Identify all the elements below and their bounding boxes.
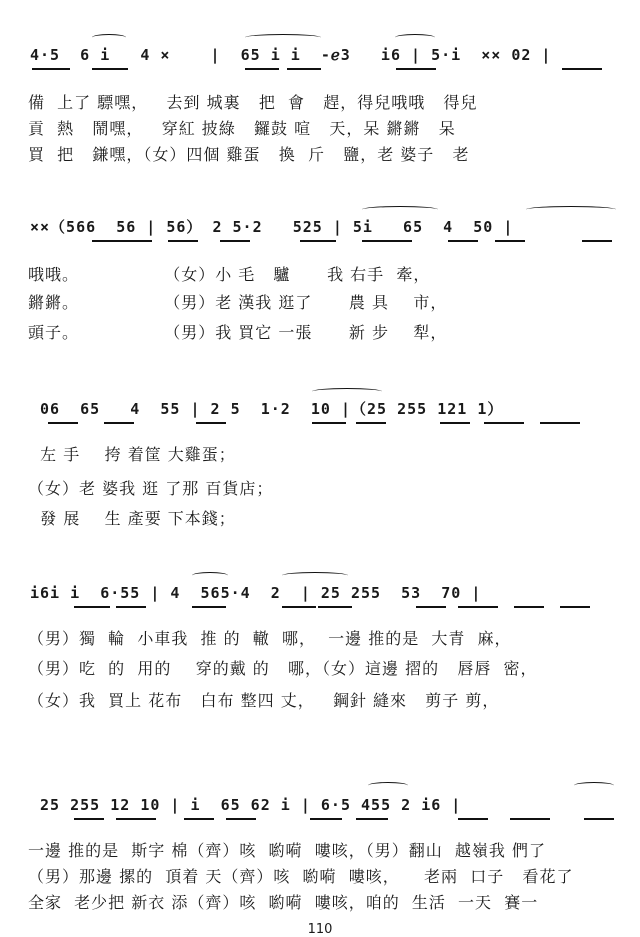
beam-underline: [48, 422, 78, 424]
beam-underline: [396, 68, 436, 70]
beam-underline: [458, 818, 488, 820]
beam-underline: [356, 818, 388, 820]
beam-underline: [312, 422, 346, 424]
jianpu-notation-line: 06 65 4 55 | 2 5 1·2 10 |（25 255 121 1）: [30, 400, 504, 418]
beam-underline: [32, 68, 70, 70]
lyric-line: 全家 老少把 新衣 添（齊）咳 喲嗬 嘍咳，咱的 生活 一天 賽一: [28, 893, 539, 912]
slur-mark: [574, 782, 614, 789]
jianpu-notation-line: 4·5 6 i 4 × | 65 i i -ℯ3 i6 | 5·i ×× 02 |: [30, 46, 552, 64]
beam-underline: [245, 68, 279, 70]
beam-underline: [282, 606, 316, 608]
beam-underline: [226, 818, 256, 820]
page-number: 110: [307, 922, 333, 937]
lyric-line: （女）我 買上 花布 白布 整四 丈， 鋼針 縫來 剪子 剪，: [28, 691, 500, 710]
lyric-line: （男）那邊 摞的 頂着 天（齊）咳 喲嗬 嘍咳， 老兩 口子 看花了: [28, 867, 574, 886]
jianpu-notation-line: 25 255 12 10 | i 65 62 i | 6·5 455 2 i6 |: [30, 796, 462, 814]
jianpu-notation-line: ××（566 56 | 56） 2 5·2 525 | 5i 65 4 50 |: [30, 218, 514, 236]
beam-underline: [582, 240, 612, 242]
beam-underline: [184, 818, 214, 820]
beam-underline: [318, 606, 352, 608]
lyric-line: 鏘鏘。 （男）老 漢我 逛了 農 具 市，: [28, 293, 448, 312]
beam-underline: [584, 818, 614, 820]
beam-underline: [510, 818, 550, 820]
beam-underline: [168, 240, 198, 242]
beam-underline: [116, 606, 146, 608]
lyric-line: 發 展 生 產要 下本錢；: [28, 509, 236, 528]
lyric-line: 備 上了 驃嘿， 去到 城裏 把 會 趕，得兒哦哦 得兒: [28, 93, 478, 112]
lyric-line: 頭子。 （男）我 買它 一張 新 步 犁，: [28, 323, 448, 342]
beam-underline: [458, 606, 498, 608]
beam-underline: [74, 606, 110, 608]
beam-underline: [220, 240, 250, 242]
beam-underline: [514, 606, 544, 608]
beam-underline: [287, 68, 321, 70]
beam-underline: [196, 422, 226, 424]
lyric-line: （男）吃 的 用的 穿的戴 的 哪，（女）這邊 摺的 唇唇 密，: [28, 659, 538, 678]
beam-underline: [562, 68, 602, 70]
lyric-line: 左 手 挎 着筐 大雞蛋；: [28, 445, 236, 464]
beam-underline: [540, 422, 580, 424]
beam-underline: [92, 68, 128, 70]
lyric-line: 一邊 推的是 斯字 棉（齊）咳 喲嗬 嘍咳，（男）翻山 越嶺我 們了: [28, 841, 546, 860]
beam-underline: [362, 240, 412, 242]
beam-underline: [92, 240, 152, 242]
lyric-line: 貢 熱 鬧嘿， 穿紅 披綠 鑼鼓 喧 天，呆 鏘鏘 呆: [28, 119, 456, 138]
slur-mark: [368, 782, 408, 789]
lyric-line: （男）獨 輪 小車我 推 的 轍 哪， 一邊 推的是 大青 麻，: [28, 629, 512, 648]
beam-underline: [448, 240, 478, 242]
beam-underline: [104, 422, 134, 424]
lyric-line: 哦哦。 （女）小 毛 驢 我 右手 牽，: [28, 265, 431, 284]
beam-underline: [560, 606, 590, 608]
lyric-line: （女）老 婆我 逛 了那 百貨店；: [28, 479, 274, 498]
beam-underline: [310, 818, 342, 820]
jianpu-notation-line: i6i i 6·55 | 4 565·4 2 | 25 255 53 70 |: [30, 584, 482, 602]
beam-underline: [74, 818, 104, 820]
beam-underline: [440, 422, 470, 424]
beam-underline: [116, 818, 156, 820]
beam-underline: [192, 606, 226, 608]
beam-underline: [484, 422, 524, 424]
lyric-line: 買 把 鎌嘿，（女）四個 雞蛋 換 斤 鹽，老 婆子 老: [28, 145, 470, 164]
beam-underline: [356, 422, 386, 424]
beam-underline: [416, 606, 446, 608]
beam-underline: [300, 240, 336, 242]
beam-underline: [495, 240, 525, 242]
